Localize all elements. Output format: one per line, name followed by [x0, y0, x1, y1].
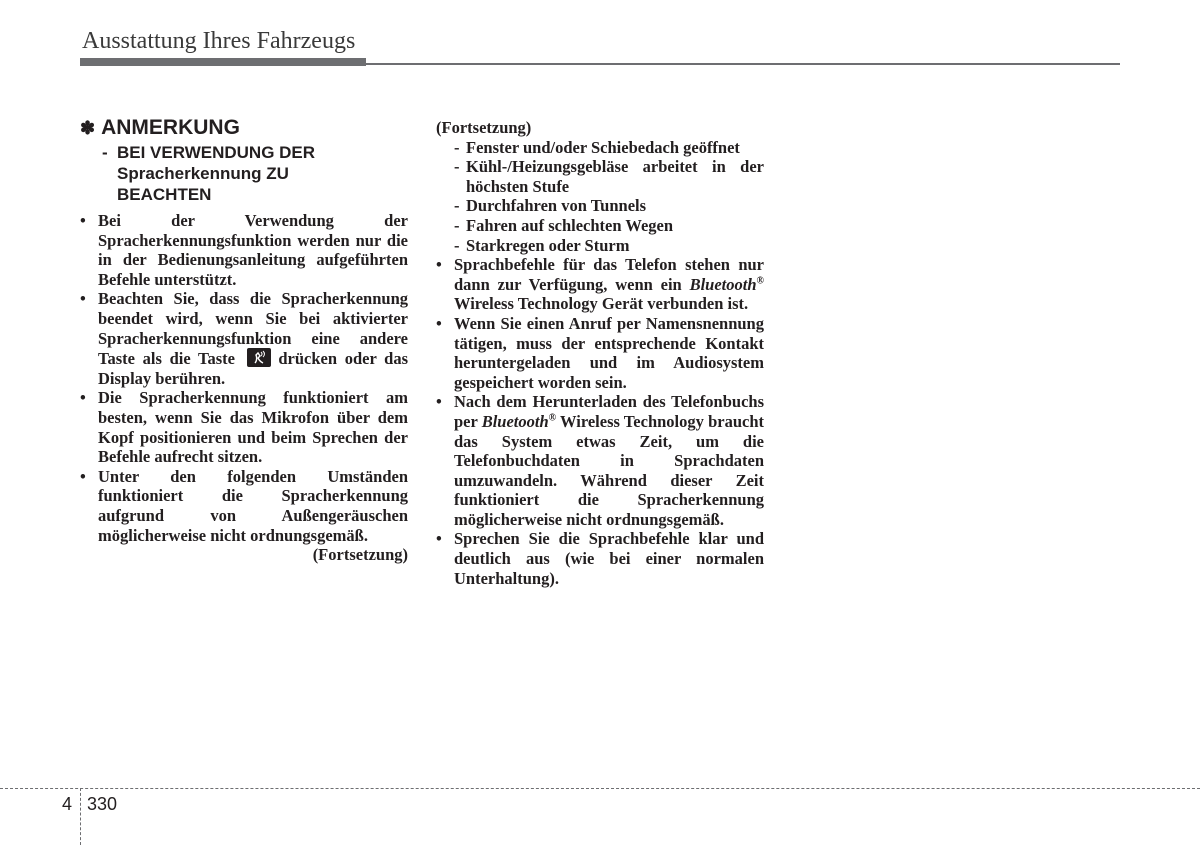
page-number: 330	[87, 794, 118, 814]
left-bullet-4: Unter den folgenden Umständen funktioniert die Spracherkennung aufgrund von Außengeräuschen möglicherweise nicht ordnungsgemäß.	[98, 466, 408, 545]
continued-note-left: (Fortsetzung)	[312, 545, 408, 565]
list-item: • Wenn Sie einen Anruf per Namensnennung tätigen, muss der entsprechende Kontakt heruntergeladen und im Audiosystem gespeichert worden sein.	[436, 313, 764, 392]
note-star-icon: ✽	[80, 118, 96, 138]
list-item: • Bei der Verwendung der Spracherkennungsfunktion werden nur die in der Bedienungsanleitung aufgeführten Befehle unterstützt.	[80, 211, 408, 289]
bluetooth-brand: Bluetooth	[689, 274, 757, 294]
chapter-number: 4	[62, 794, 73, 814]
right-bullet-1-text-b: Wireless Technology Gerät verbunden ist.	[454, 294, 749, 314]
list-item: - Durchfahren von Tunnels	[436, 196, 764, 216]
list-item: - Kühl-/Heizungsgebläse arbeitet in der höchsten Stufe	[454, 157, 764, 196]
voice-recognition-icon	[247, 348, 271, 367]
right-dash-5: Starkregen oder Sturm	[466, 235, 630, 255]
list-item: - Fenster und/oder Schiebedach geöffnet	[436, 138, 764, 158]
footer-divider	[80, 788, 81, 845]
right-dash-4: Fahren auf schlechten Wegen	[466, 215, 674, 235]
right-bullet-3-text-b: Wireless Technology braucht das System etwas Zeit, um die Telefonbuchdaten in Sprachdaten umzuwandeln. Während dieser Zeit funktioniert die Spracherkennung möglicherweise nicht ordnungsgemäß.	[454, 411, 764, 529]
right-bullet-4: Sprechen Sie die Sprachbefehle klar und deutlich aus (wie bei einer normalen Unterhaltung).	[454, 529, 764, 588]
note-heading	[80, 116, 408, 140]
note-title: ANMERKUNG	[101, 116, 240, 139]
note-subtitle-text: BEI VERWENDUNG DER Spracherkennung ZU BEACHTEN	[117, 143, 316, 204]
continued-note-right: (Fortsetzung)	[436, 118, 532, 137]
registered-mark: ®	[756, 275, 764, 287]
list-item: • Sprachbefehle für das Telefon stehen nur dann zur Verfügung, wenn ein Bluetooth® Wireless Technology Gerät verbunden ist.	[436, 255, 764, 314]
right-bullet-1-text-a: Sprachbefehle für das Telefon stehen nur dann zur Verfügung, wenn ein	[454, 255, 764, 294]
bluetooth-brand: Bluetooth	[481, 411, 549, 431]
right-dash-1: Fenster und/oder Schiebedach geöffnet	[466, 137, 740, 157]
list-item: • Nach dem Herunterladen des Telefonbuchs per Bluetooth® Wireless Technology braucht das System etwas Zeit, um die Telefonbuchdaten in Sprachdaten umzuwandeln. Während dieser Zeit funktioniert die Spracherkennung möglicherweise nicht ordnungsgemäß.	[436, 392, 764, 529]
left-bullet-3: Die Spracherkennung funktioniert am besten, wenn Sie das Mikrofon über dem Kopf positionieren und beim Sprechen der Befehle aufrecht sitzen.	[98, 388, 408, 467]
right-column	[436, 118, 764, 588]
header-bar	[80, 58, 366, 66]
left-bullet-2-text-a: Beachten Sie, dass die Spracherkennung beendet wird, wenn Sie bei aktivierter Spracherkennungsfunktion eine andere Taste als die Taste	[98, 289, 408, 369]
list-item: - Fahren auf schlechten Wegen	[436, 216, 764, 236]
left-column	[80, 116, 408, 565]
left-bullet-2-text-b: drücken oder das Display berühren.	[98, 349, 408, 388]
header-rule	[366, 63, 1120, 65]
right-bullet-2: Wenn Sie einen Anruf per Namensnennung tätigen, muss der entsprechende Kontakt heruntergeladen und im Audiosystem gespeichert worden sein.	[454, 313, 764, 392]
registered-mark: ®	[548, 412, 557, 424]
list-item: - Starkregen oder Sturm	[436, 236, 764, 256]
list-item: • Beachten Sie, dass die Spracherkennung beendet wird, wenn Sie bei aktivierter Spracherkennungsfunktion eine andere Taste als die Taste drücken oder das Display berühren.	[80, 289, 408, 388]
right-bullet-3-text-a: Nach dem Herunterladen des Telefonbuchs per	[454, 392, 764, 431]
note-subtitle	[80, 142, 408, 205]
right-dash-2: Kühl-/Heizungsgebläse arbeitet in der höchsten Stufe	[466, 157, 764, 196]
right-bullet-1	[454, 255, 764, 314]
footer-rule	[0, 788, 1200, 789]
list-item: • Sprechen Sie die Sprachbefehle klar und deutlich aus (wie bei einer normalen Unterhaltung).	[436, 529, 764, 588]
left-bullet-2	[98, 289, 408, 388]
page-header-title: Ausstattung Ihres Fahrzeugs	[82, 28, 356, 54]
left-bullet-1: Bei der Verwendung der Spracherkennungsfunktion werden nur die in der Bedienungsanleitung aufgeführten Befehle unterstützt.	[98, 211, 408, 289]
list-item: • Unter den folgenden Umständen funktioniert die Spracherkennung aufgrund von Außengeräuschen möglicherweise nicht ordnungsgemäß.	[80, 466, 408, 545]
right-bullet-3	[454, 392, 764, 529]
list-item: • Die Spracherkennung funktioniert am besten, wenn Sie das Mikrofon über dem Kopf positionieren und beim Sprechen der Befehle aufrecht sitzen.	[80, 388, 408, 467]
note-subtitle-dash: -	[102, 143, 108, 162]
right-dash-3: Durchfahren von Tunnels	[466, 196, 647, 216]
